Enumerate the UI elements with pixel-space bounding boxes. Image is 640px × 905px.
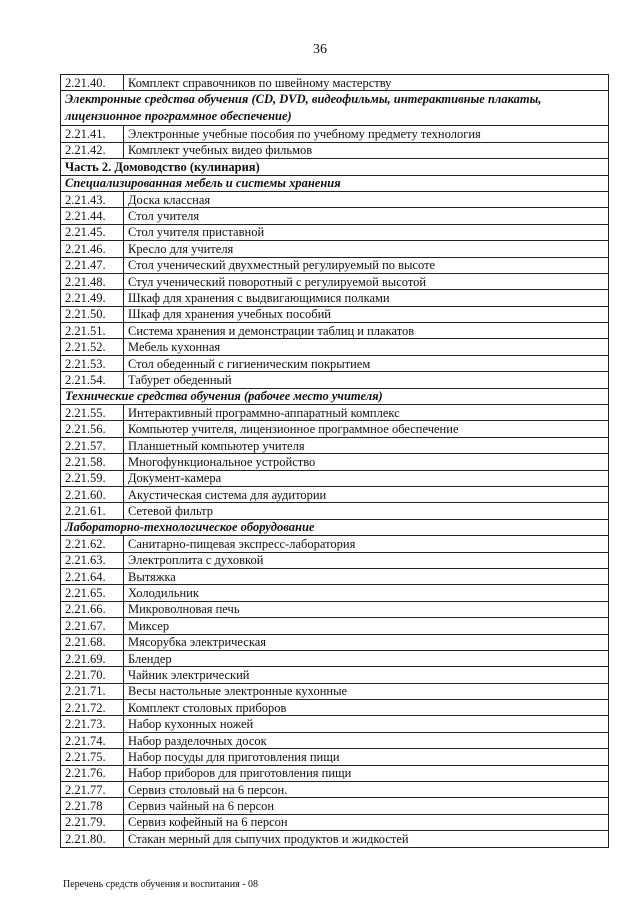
item-name: Стакан мерный для сыпучих продуктов и жидкостей — [124, 831, 609, 847]
table-row — [61, 552, 609, 568]
item-name: Кресло для учителя — [124, 241, 609, 257]
item-name: Комплект справочников по швейному мастерству — [124, 75, 609, 91]
item-number: 2.21.49. — [61, 290, 124, 306]
item-number: 2.21.40. — [61, 75, 124, 91]
item-name: Сервиз столовый на 6 персон. — [124, 782, 609, 798]
section-heading: Специализированная мебель и системы хранения — [61, 175, 609, 191]
item-name: Вытяжка — [124, 568, 609, 584]
item-name: Мебель кухонная — [124, 339, 609, 355]
table-row — [61, 667, 609, 683]
item-number: 2.21.73. — [61, 716, 124, 732]
item-name: Шкаф для хранения с выдвигающимися полками — [124, 290, 609, 306]
item-name: Стол учителя приставной — [124, 224, 609, 240]
table-row — [61, 339, 609, 355]
table-row — [61, 355, 609, 371]
table-row — [61, 454, 609, 470]
table-row — [61, 634, 609, 650]
item-number: 2.21.57. — [61, 437, 124, 453]
part-heading-row — [61, 159, 609, 175]
section-heading-row — [61, 519, 609, 535]
section-heading-row — [61, 175, 609, 191]
section-heading-row — [61, 91, 609, 126]
item-number: 2.21.61. — [61, 503, 124, 519]
item-name: Чайник электрический — [124, 667, 609, 683]
item-name: Стол обеденный с гигиеническим покрытием — [124, 355, 609, 371]
item-number: 2.21.50. — [61, 306, 124, 322]
item-name: Стол ученический двухместный регулируемый по высоте — [124, 257, 609, 273]
item-name: Доска классная — [124, 191, 609, 207]
table-row — [61, 814, 609, 830]
table-row — [61, 208, 609, 224]
table-row — [61, 372, 609, 388]
table-row — [61, 437, 609, 453]
item-name: Комплект столовых приборов — [124, 700, 609, 716]
item-name: Планшетный компьютер учителя — [124, 437, 609, 453]
page-number: 36 — [313, 42, 327, 57]
table-row — [61, 732, 609, 748]
item-number: 2.21.77. — [61, 782, 124, 798]
item-name: Шкаф для хранения учебных пособий — [124, 306, 609, 322]
item-number: 2.21.44. — [61, 208, 124, 224]
item-number: 2.21.79. — [61, 814, 124, 830]
item-name: Сетевой фильтр — [124, 503, 609, 519]
item-number: 2.21.47. — [61, 257, 124, 273]
item-name: Компьютер учителя, лицензионное программное обеспечение — [124, 421, 609, 437]
table-row — [61, 601, 609, 617]
item-name: Сервиз чайный на 6 персон — [124, 798, 609, 814]
table-row — [61, 782, 609, 798]
item-name: Электроплита с духовкой — [124, 552, 609, 568]
item-number: 2.21.71. — [61, 683, 124, 699]
section-heading: Электронные средства обучения (CD, DVD, видеофильмы, интерактивные плакаты, лицензионное программное обеспечение) — [61, 91, 609, 126]
table-row — [61, 470, 609, 486]
table-row — [61, 831, 609, 847]
item-number: 2.21.65. — [61, 585, 124, 601]
item-name: Электронные учебные пособия по учебному предмету технология — [124, 126, 609, 142]
item-number: 2.21.74. — [61, 732, 124, 748]
table-row — [61, 536, 609, 552]
table-row — [61, 749, 609, 765]
section-heading-row — [61, 388, 609, 404]
item-number: 2.21.54. — [61, 372, 124, 388]
item-number: 2.21.45. — [61, 224, 124, 240]
item-number: 2.21.58. — [61, 454, 124, 470]
item-name: Акустическая система для аудитории — [124, 486, 609, 502]
table-body — [61, 75, 609, 848]
table-row — [61, 75, 609, 91]
item-number: 2.21.69. — [61, 650, 124, 666]
item-name: Холодильник — [124, 585, 609, 601]
item-number: 2.21.43. — [61, 191, 124, 207]
item-name: Набор приборов для приготовления пищи — [124, 765, 609, 781]
item-number: 2.21.48. — [61, 273, 124, 289]
table-row — [61, 257, 609, 273]
table-row — [61, 421, 609, 437]
item-number: 2.21.66. — [61, 601, 124, 617]
item-number: 2.21.76. — [61, 765, 124, 781]
item-name: Набор разделочных досок — [124, 732, 609, 748]
table-row — [61, 716, 609, 732]
table-row — [61, 683, 609, 699]
item-number: 2.21.59. — [61, 470, 124, 486]
item-number: 2.21.46. — [61, 241, 124, 257]
item-number: 2.21.63. — [61, 552, 124, 568]
item-name: Многофункциональное устройство — [124, 454, 609, 470]
item-number: 2.21.62. — [61, 536, 124, 552]
item-name: Интерактивный программно-аппаратный комплекс — [124, 405, 609, 421]
section-heading: Лабораторно-технологическое оборудование — [61, 519, 609, 535]
table-row — [61, 126, 609, 142]
item-name: Мясорубка электрическая — [124, 634, 609, 650]
table-row — [61, 224, 609, 240]
table-row — [61, 798, 609, 814]
item-number: 2.21.60. — [61, 486, 124, 502]
item-number: 2.21.42. — [61, 142, 124, 158]
item-name: Табурет обеденный — [124, 372, 609, 388]
table-row — [61, 191, 609, 207]
item-number: 2.21.55. — [61, 405, 124, 421]
item-number: 2.21.53. — [61, 355, 124, 371]
table-row — [61, 765, 609, 781]
item-name: Весы настольные электронные кухонные — [124, 683, 609, 699]
table-row — [61, 503, 609, 519]
item-name: Сервиз кофейный на 6 персон — [124, 814, 609, 830]
page-footer: Перечень средств обучения и воспитания - 08 — [63, 879, 259, 890]
item-number: 2.21.52. — [61, 339, 124, 355]
item-name: Система хранения и демонстрации таблиц и плакатов — [124, 323, 609, 339]
item-number: 2.21.75. — [61, 749, 124, 765]
item-number: 2.21.78 — [61, 798, 124, 814]
table-row — [61, 618, 609, 634]
table-row — [61, 290, 609, 306]
item-number: 2.21.67. — [61, 618, 124, 634]
item-name: Документ-камера — [124, 470, 609, 486]
table-row — [61, 306, 609, 322]
item-number: 2.21.64. — [61, 568, 124, 584]
item-name: Набор посуды для приготовления пищи — [124, 749, 609, 765]
table-row — [61, 585, 609, 601]
item-name: Стул ученический поворотный с регулируемой высотой — [124, 273, 609, 289]
item-name: Комплект учебных видео фильмов — [124, 142, 609, 158]
item-number: 2.21.41. — [61, 126, 124, 142]
item-name: Стол учителя — [124, 208, 609, 224]
item-number: 2.21.80. — [61, 831, 124, 847]
item-name: Набор кухонных ножей — [124, 716, 609, 732]
equipment-table — [60, 74, 609, 848]
item-number: 2.21.51. — [61, 323, 124, 339]
item-number: 2.21.56. — [61, 421, 124, 437]
table-row — [61, 273, 609, 289]
item-name: Блендер — [124, 650, 609, 666]
item-number: 2.21.68. — [61, 634, 124, 650]
table-row — [61, 700, 609, 716]
item-name: Миксер — [124, 618, 609, 634]
table-row — [61, 142, 609, 158]
section-heading: Технические средства обучения (рабочее место учителя) — [61, 388, 609, 404]
item-number: 2.21.70. — [61, 667, 124, 683]
table-row — [61, 323, 609, 339]
item-name: Санитарно-пищевая экспресс-лаборатория — [124, 536, 609, 552]
table-row — [61, 650, 609, 666]
item-name: Микроволновая печь — [124, 601, 609, 617]
part-heading: Часть 2. Домоводство (кулинария) — [61, 159, 609, 175]
table-row — [61, 405, 609, 421]
table-row — [61, 486, 609, 502]
item-number: 2.21.72. — [61, 700, 124, 716]
table-row — [61, 241, 609, 257]
table-row — [61, 568, 609, 584]
